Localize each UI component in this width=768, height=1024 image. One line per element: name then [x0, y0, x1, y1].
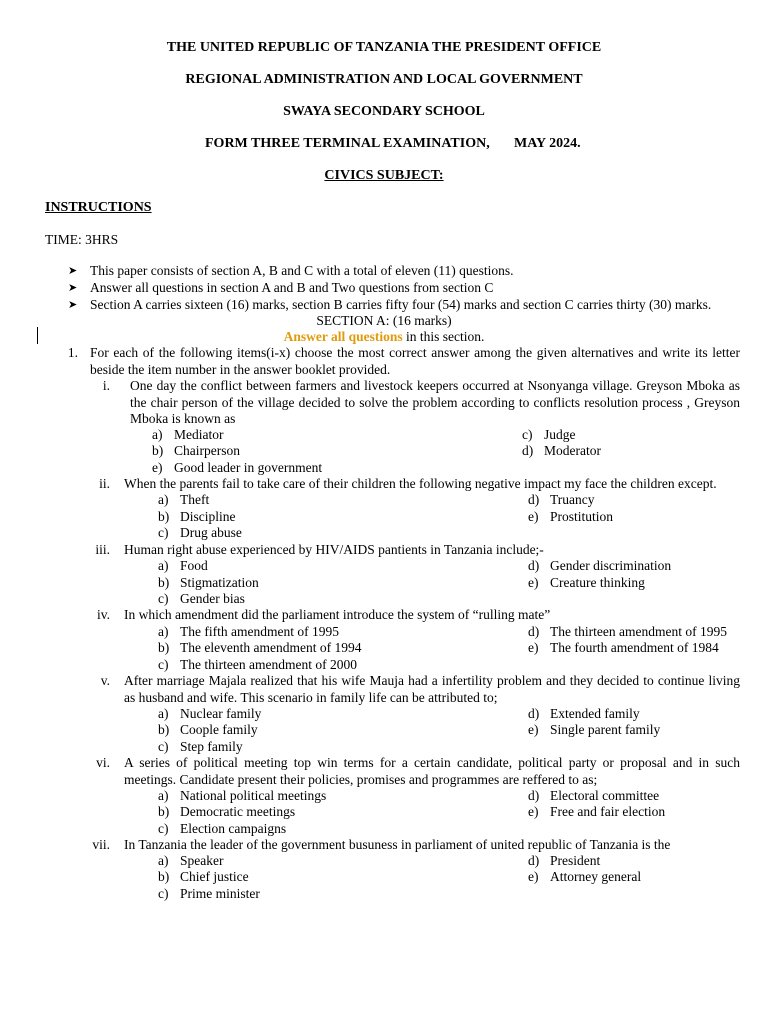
option-c[interactable]: c) Prime minister — [158, 886, 260, 901]
option-e[interactable]: e) The fourth amendment of 1984 — [528, 640, 719, 655]
option-e[interactable]: e) Good leader in government — [152, 460, 323, 475]
header-school: SWAYA SECONDARY SCHOOL — [283, 104, 485, 119]
item-number: v. — [100, 673, 110, 688]
option-e[interactable]: e) Attorney general — [528, 869, 642, 884]
option-d[interactable]: d) The thirteen amendment of 1995 — [528, 624, 727, 639]
item-text: One day the conflict between farmers and livestock keepers occurred at Nsonyanga village. Greyson Mboka as the chair person of the village decided to solve the problem according to conflicts resolution process , Greyson Mboka is known as — [130, 378, 740, 426]
arrowhead-bullet-icon: ➤ — [68, 299, 78, 311]
option-e[interactable]: e) Prostitution — [528, 509, 614, 524]
option-e[interactable]: e) Creature thinking — [528, 575, 645, 590]
option-b[interactable]: b) Coople family — [158, 722, 258, 737]
option-c[interactable]: c) Gender bias — [158, 591, 245, 606]
item-number: ii. — [99, 476, 110, 491]
instructions-heading: INSTRUCTIONS — [45, 200, 152, 215]
option-b[interactable]: b) Chairperson — [152, 443, 240, 458]
header-subject: CIVICS SUBJECT: — [324, 168, 444, 183]
option-c[interactable]: c) Step family — [158, 739, 243, 754]
option-d[interactable]: d) Extended family — [528, 706, 640, 721]
item-text: In which amendment did the parliament introduce the system of “rulling mate” — [124, 607, 551, 622]
arrowhead-bullet-icon: ➤ — [68, 282, 78, 294]
item-text: A series of political meeting top win terms for a certain candidate, political party or proposal and in such meetings. Candidate present their policies, promises and programmes are reffered to as; — [124, 755, 740, 787]
option-a[interactable]: a) Speaker — [158, 853, 224, 868]
option-a[interactable]: a) The fifth amendment of 1995 — [158, 624, 339, 639]
instruction-item: Section A carries sixteen (16) marks, section B carries fifty four (54) marks and section C carries thirty (30) marks. — [90, 297, 712, 312]
option-d[interactable]: d) Electoral committee — [528, 788, 660, 803]
header-regional: REGIONAL ADMINISTRATION AND LOCAL GOVERNMENT — [185, 72, 583, 87]
option-b[interactable]: b) Discipline — [158, 509, 236, 524]
option-c[interactable]: c) Judge — [522, 427, 576, 442]
option-a[interactable]: a) Food — [158, 558, 208, 573]
item-text: After marriage Majala realized that his wife Mauja had a infertility problem and they decided to continue living as husband and wife. This scenario in family life can be attributed to; — [124, 673, 740, 705]
time-label: TIME: 3HRS — [45, 232, 119, 247]
option-a[interactable]: a) National political meetings — [158, 788, 327, 803]
instruction-item: This paper consists of section A, B and C with a total of eleven (11) questions. — [90, 263, 514, 278]
answer-all-highlight: Answer all questions — [283, 329, 403, 344]
option-a[interactable]: a) Mediator — [152, 427, 224, 442]
question-text: For each of the following items(i-x) choose the most correct answer among the given alternatives and write its letter beside the item number in the answer booklet provided. — [90, 345, 740, 377]
section-a-instruction — [0, 329, 768, 345]
section-a-title: SECTION A: (16 marks) — [316, 313, 452, 328]
item-number: vi. — [96, 755, 110, 770]
answer-all-rest: in this section. — [402, 329, 485, 344]
item-text: Human right abuse experienced by HIV/AIDS pantients in Tanzania include;- — [124, 542, 544, 557]
header-exam: FORM THREE TERMINAL EXAMINATION, — [205, 136, 490, 151]
option-a[interactable]: a) Theft — [158, 492, 210, 507]
option-c[interactable]: c) Election campaigns — [158, 821, 287, 836]
option-d[interactable]: d) Moderator — [522, 443, 601, 458]
item-number: iv. — [97, 607, 110, 622]
header-republic: THE UNITED REPUBLIC OF TANZANIA THE PRESIDENT OFFICE — [166, 40, 602, 55]
option-d[interactable]: d) Truancy — [528, 492, 595, 507]
option-d[interactable]: d) Gender discrimination — [528, 558, 672, 573]
option-b[interactable]: b) Chief justice — [158, 869, 249, 884]
item-text: When the parents fail to take care of their children the following negative impact my face the children except. — [124, 476, 717, 491]
item-number: vii. — [92, 837, 110, 852]
option-d[interactable]: d) President — [528, 853, 601, 868]
option-c[interactable]: c) Drug abuse — [158, 525, 242, 540]
header-date: MAY 2024. — [514, 136, 581, 151]
option-b[interactable]: b) Stigmatization — [158, 575, 259, 590]
text-cursor — [37, 327, 38, 344]
item-number: iii. — [95, 542, 110, 557]
item-text: In Tanzania the leader of the government busuness in parliament of united republic of Tanzania is the — [124, 837, 671, 852]
item-number: i. — [102, 378, 110, 393]
option-a[interactable]: a) Nuclear family — [158, 706, 262, 721]
arrowhead-bullet-icon: ➤ — [68, 265, 78, 277]
instruction-item: Answer all questions in section A and B and Two questions from section C — [90, 280, 494, 295]
option-e[interactable]: e) Single parent family — [528, 722, 661, 737]
option-e[interactable]: e) Free and fair election — [528, 804, 666, 819]
option-b[interactable]: b) Democratic meetings — [158, 804, 296, 819]
question-number: 1. — [67, 345, 78, 360]
option-b[interactable]: b) The eleventh amendment of 1994 — [158, 640, 362, 655]
option-c[interactable]: c) The thirteen amendment of 2000 — [158, 657, 357, 672]
